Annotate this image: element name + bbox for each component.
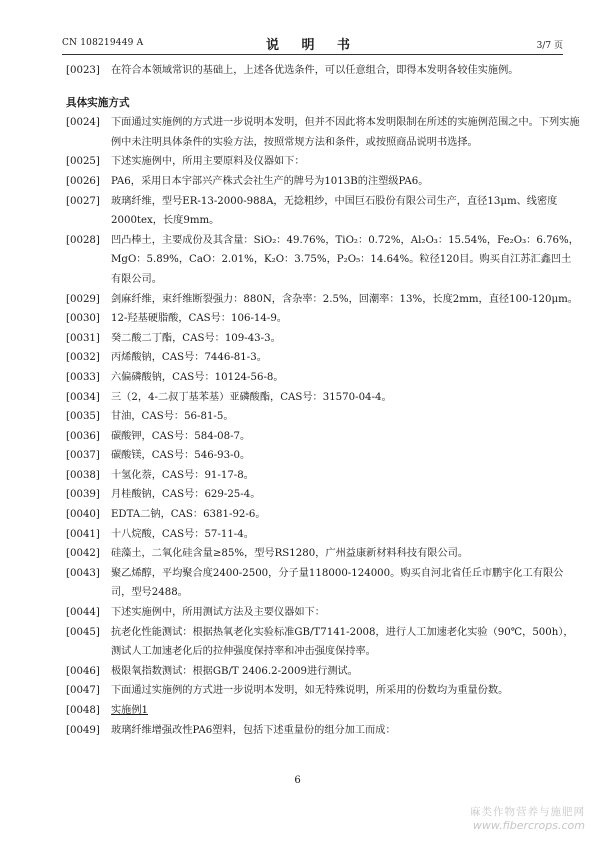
paragraph	[66, 113, 580, 152]
section-heading: 具体实施方式	[66, 96, 130, 109]
paragraph-number: [0029]	[66, 293, 100, 305]
paragraph-text: 甘油，CAS号：56-81-5。	[111, 411, 234, 423]
paragraph-number: [0049]	[66, 724, 100, 736]
paragraph	[66, 329, 580, 349]
paragraph	[66, 231, 580, 290]
paragraph	[66, 485, 580, 505]
paragraph	[66, 290, 580, 310]
paragraph-text: 碳酸镁，CAS号：546-93-0。	[111, 450, 251, 462]
paragraph-number: [0035]	[66, 411, 100, 423]
paragraph	[66, 603, 580, 623]
paragraph	[66, 564, 580, 603]
paragraph-text: 下述实施例中，所用主要原料及仪器如下：	[111, 156, 305, 168]
paragraph-text: 玻璃纤维增强改性PA6塑料，包括下述重量份的组分加工而成：	[111, 724, 396, 736]
paragraph-number: [0037]	[66, 450, 100, 462]
paragraph-text: 月桂酸钠，CAS号：629-25-4。	[111, 489, 261, 501]
paragraph	[66, 662, 580, 682]
paragraph	[66, 348, 580, 368]
paragraph-number: [0026]	[66, 175, 100, 187]
paragraph-number: [0042]	[66, 548, 100, 560]
paragraph-number: [0023]	[66, 65, 100, 76]
paragraph-text: 剑麻纤维，束纤维断裂强力：880N，含杂率：2.5%，回潮率：13%，长度2mm，直径100-120μm。	[111, 293, 578, 305]
paragraph-number: [0028]	[66, 234, 100, 246]
paragraph-number: [0031]	[66, 332, 100, 344]
paragraph-number: [0039]	[66, 489, 100, 501]
paragraph	[66, 701, 580, 721]
paragraph-text: 聚乙烯醇，平均聚合度2400-2500，分子量118000-124000。购买自河北省任丘市鹏宇化工有限公司，型号2488。	[111, 567, 564, 599]
paragraph-text: 癸二酸二丁酯，CAS号：109-43-3。	[111, 332, 281, 344]
paragraph	[66, 61, 580, 81]
paragraph	[66, 623, 580, 662]
paragraph-number: [0045]	[66, 626, 100, 638]
intro-paragraphs	[66, 61, 580, 81]
paragraph-number: [0033]	[66, 371, 100, 383]
watermark-text: 麻类作物营养与施肥网	[470, 806, 585, 818]
paragraph	[66, 192, 580, 231]
paragraph	[66, 368, 580, 388]
document-id: CN 108219449 A	[62, 38, 144, 48]
watermark-url: www.fibercrops.com	[472, 819, 585, 832]
site-watermark	[470, 806, 585, 832]
paragraph-text: PA6，采用日本宇部兴产株式会社生产的牌号为1013B的注塑级PA6。	[111, 175, 429, 187]
paragraph	[66, 152, 580, 172]
paragraph-text: 抗老化性能测试：根据热氧老化实验标准GB/T7141-2008，进行人工加速老化实验（90℃，500h），测试人工加速老化后的拉伸强度保持率和冲击强度保持率。	[111, 626, 574, 658]
paragraph-number: [0024]	[66, 117, 100, 129]
paragraph-text: 实施例1	[111, 705, 149, 716]
paragraph-text: 12-羟基硬脂酸，CAS号：106-14-9。	[111, 313, 287, 325]
paragraph	[66, 172, 580, 192]
paragraph-number: [0032]	[66, 352, 100, 364]
paragraph-text: 丙烯酸钠，CAS号：7446-81-3。	[111, 352, 267, 364]
paragraph	[66, 388, 580, 408]
paragraph-number: [0036]	[66, 430, 100, 442]
paragraph-text: 六偏磷酸钠，CAS号：10124-56-8。	[111, 371, 284, 383]
header-divider	[62, 54, 563, 55]
paragraph-text: 凹凸棒土，主要成份及其含量：SiO₂：49.76%，TiO₂：0.72%，Al₂O₃：15.54%，Fe₂O₃：6.76%，MgO：5.89%，CaO：2.01%，K₂O：3.75%，P₂O₅：14.64%。粒径120目。购买自江苏汇鑫凹土有限公司。	[111, 234, 579, 285]
paragraph	[66, 407, 580, 427]
paragraph-text: EDTA二钠，CAS：6381-92-6。	[111, 509, 266, 521]
paragraph	[66, 309, 580, 329]
document-title: 说 明 书	[265, 38, 360, 53]
paragraph-number: [0043]	[66, 567, 100, 579]
page-indicator: 3/7 页	[536, 41, 563, 51]
paragraph	[66, 721, 580, 741]
paragraph-number: [0040]	[66, 509, 100, 521]
paragraph-text: 下述实施例中，所用测试方法及主要仪器如下：	[111, 607, 325, 619]
paragraph-number: [0038]	[66, 469, 100, 481]
paragraph-text: 三（2，4-二叔丁基苯基）亚磷酸酯，CAS号：31570-04-4。	[111, 391, 392, 403]
paragraph-number: [0044]	[66, 607, 100, 619]
paragraph-text: 下面通过实施例的方式进一步说明本发明，但并不因此将本发明限制在所述的实施例范围之中。下列实施例中未注明具体条件的实验方法，按照常规方法和条件，或按照商品说明书选择。	[111, 117, 580, 148]
paragraph-text: 硅藻土，二氧化硅含量≥85%，型号RS1280，广州益康新材料科技有限公司。	[111, 548, 469, 560]
paragraph-text: 碳酸钾，CAS号：584-08-7。	[111, 430, 251, 442]
paragraph-text: 十八烷酸，CAS号：57-11-4。	[111, 528, 254, 540]
main-paragraphs	[66, 113, 580, 740]
paragraph-number: [0025]	[66, 156, 100, 168]
paragraph-text: 十氢化萘，CAS号：91-17-8。	[111, 469, 254, 481]
paragraph-number: [0027]	[66, 195, 100, 207]
paragraph-number: [0048]	[66, 705, 100, 716]
paragraph	[66, 446, 580, 466]
paragraph	[66, 681, 580, 701]
page-number: 6	[294, 775, 301, 786]
paragraph-text: 下面通过实施例的方式进一步说明本发明，如无特殊说明，所采用的份数均为重量份数。	[111, 685, 509, 697]
paragraph	[66, 427, 580, 447]
paragraph	[66, 466, 580, 486]
paragraph-text: 在符合本领域常识的基础上，上述各优选条件，可以任意组合，即得本发明各较佳实施例。	[111, 65, 519, 76]
paragraph-number: [0030]	[66, 313, 100, 325]
paragraph-number: [0047]	[66, 685, 100, 697]
paragraph	[66, 525, 580, 545]
page-header	[62, 34, 563, 52]
paragraph-number: [0046]	[66, 665, 100, 677]
paragraph-text: 极限氧指数测试：根据GB/T 2406.2-2009进行测试。	[111, 665, 358, 677]
paragraph-number: [0034]	[66, 391, 100, 403]
paragraph	[66, 505, 580, 525]
paragraph-text: 玻璃纤维，型号ER-13-2000-988A，无捻粗纱，中国巨石股份有限公司生产，直径13μm、线密度2000tex，长度9mm。	[111, 195, 558, 227]
paragraph-number: [0041]	[66, 528, 100, 540]
document-body	[66, 61, 580, 740]
paragraph	[66, 544, 580, 564]
